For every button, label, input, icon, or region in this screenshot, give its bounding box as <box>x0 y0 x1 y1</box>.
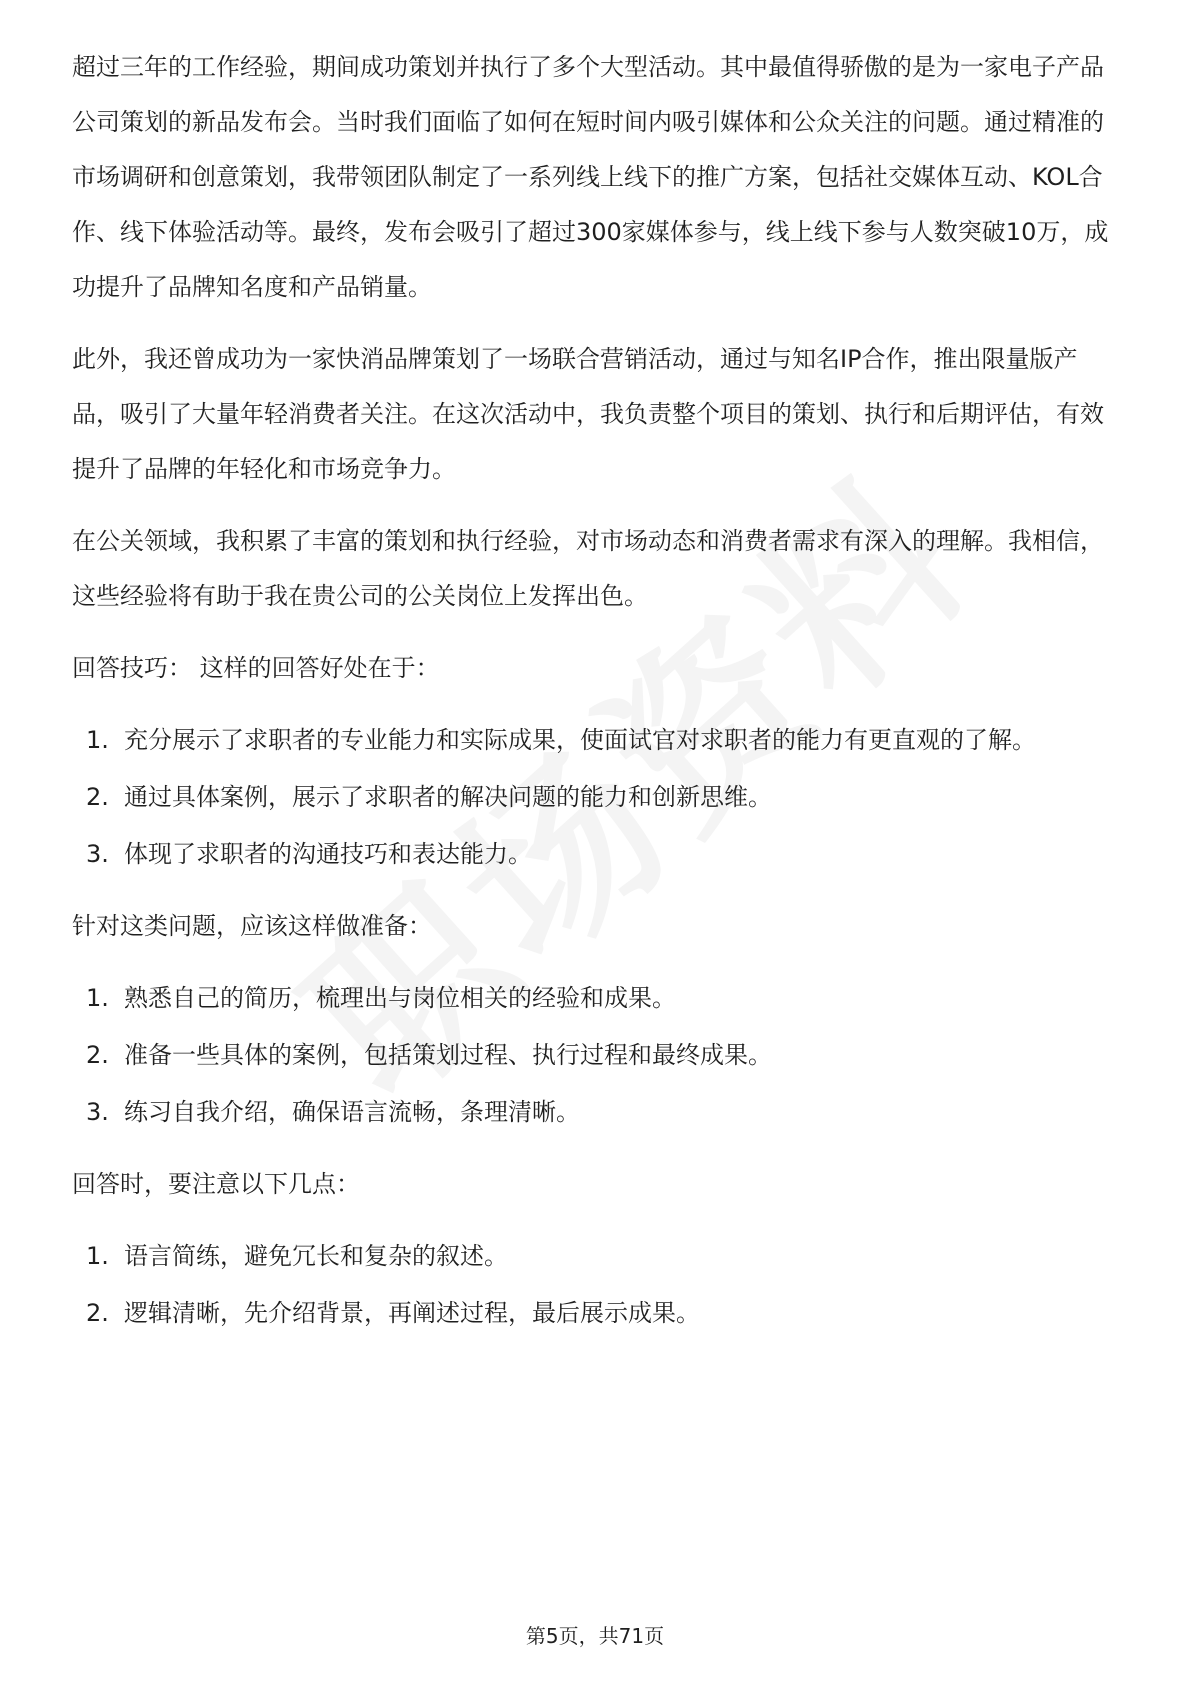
list-item <box>72 827 1122 882</box>
list-number: 2. <box>86 1299 109 1327</box>
list-text: 通过具体案例，展示了求职者的解决问题的能力和创新思维。 <box>124 783 772 811</box>
list-text: 准备一些具体的案例，包括策划过程、执行过程和最终成果。 <box>124 1041 772 1069</box>
list-item <box>72 1028 1122 1083</box>
document-body <box>72 40 1122 1358</box>
list-item <box>72 713 1122 768</box>
list-item <box>72 1085 1122 1140</box>
paragraph-experience: 超过三年的工作经验，期间成功策划并执行了多个大型活动。其中最值得骄傲的是为一家电子产品公司策划的新品发布会。当时我们面临了如何在短时间内吸引媒体和公众关注的问题。通过精准的市场调研和创意策划，我带领团队制定了一系列线上线下的推广方案，包括社交媒体互动、KOL合作、线下体验活动等。最终，发布会吸引了超过300家媒体参与，线上线下参与人数突破10万，成功提升了品牌知名度和产品销量。 <box>72 53 1109 301</box>
prep-list <box>72 971 1122 1140</box>
list-item <box>72 770 1122 825</box>
list-text: 体现了求职者的沟通技巧和表达能力。 <box>124 840 532 868</box>
list-item <box>72 1286 1122 1341</box>
list-number: 3. <box>86 1098 109 1126</box>
tips-list <box>72 713 1122 882</box>
list-text: 语言简练，避免冗长和复杂的叙述。 <box>124 1242 508 1270</box>
list-item <box>72 971 1122 1026</box>
paragraph-pr-summary: 在公关领域，我积累了丰富的策划和执行经验，对市场动态和消费者需求有深入的理解。我相信，这些经验将有助于我在贵公司的公关岗位上发挥出色。 <box>72 527 1104 610</box>
list-text: 逻辑清晰，先介绍背景，再阐述过程，最后展示成果。 <box>124 1299 700 1327</box>
list-item <box>72 1229 1122 1284</box>
page-number: 第5页，共71页 <box>525 1624 665 1648</box>
list-text: 熟悉自己的简历，梳理出与岗位相关的经验和成果。 <box>124 984 676 1012</box>
list-number: 1. <box>86 984 109 1012</box>
paragraph-joint-marketing: 此外，我还曾成功为一家快消品牌策划了一场联合营销活动，通过与知名IP合作，推出限量版产品，吸引了大量年轻消费者关注。在这次活动中，我负责整个项目的策划、执行和后期评估，有效提升了品牌的年轻化和市场竞争力。 <box>72 345 1104 483</box>
list-number: 2. <box>86 783 109 811</box>
notes-heading: 回答时，要注意以下几点： <box>72 1170 360 1198</box>
list-number: 1. <box>86 726 109 754</box>
list-text: 充分展示了求职者的专业能力和实际成果，使面试官对求职者的能力有更直观的了解。 <box>124 726 1036 754</box>
list-number: 1. <box>86 1242 109 1270</box>
tips-heading: 回答技巧： 这样的回答好处在于： <box>72 654 440 682</box>
list-number: 2. <box>86 1041 109 1069</box>
list-number: 3. <box>86 840 109 868</box>
prep-heading: 针对这类问题，应该这样做准备： <box>72 912 432 940</box>
list-text: 练习自我介绍，确保语言流畅，条理清晰。 <box>124 1098 580 1126</box>
notes-list <box>72 1229 1122 1341</box>
